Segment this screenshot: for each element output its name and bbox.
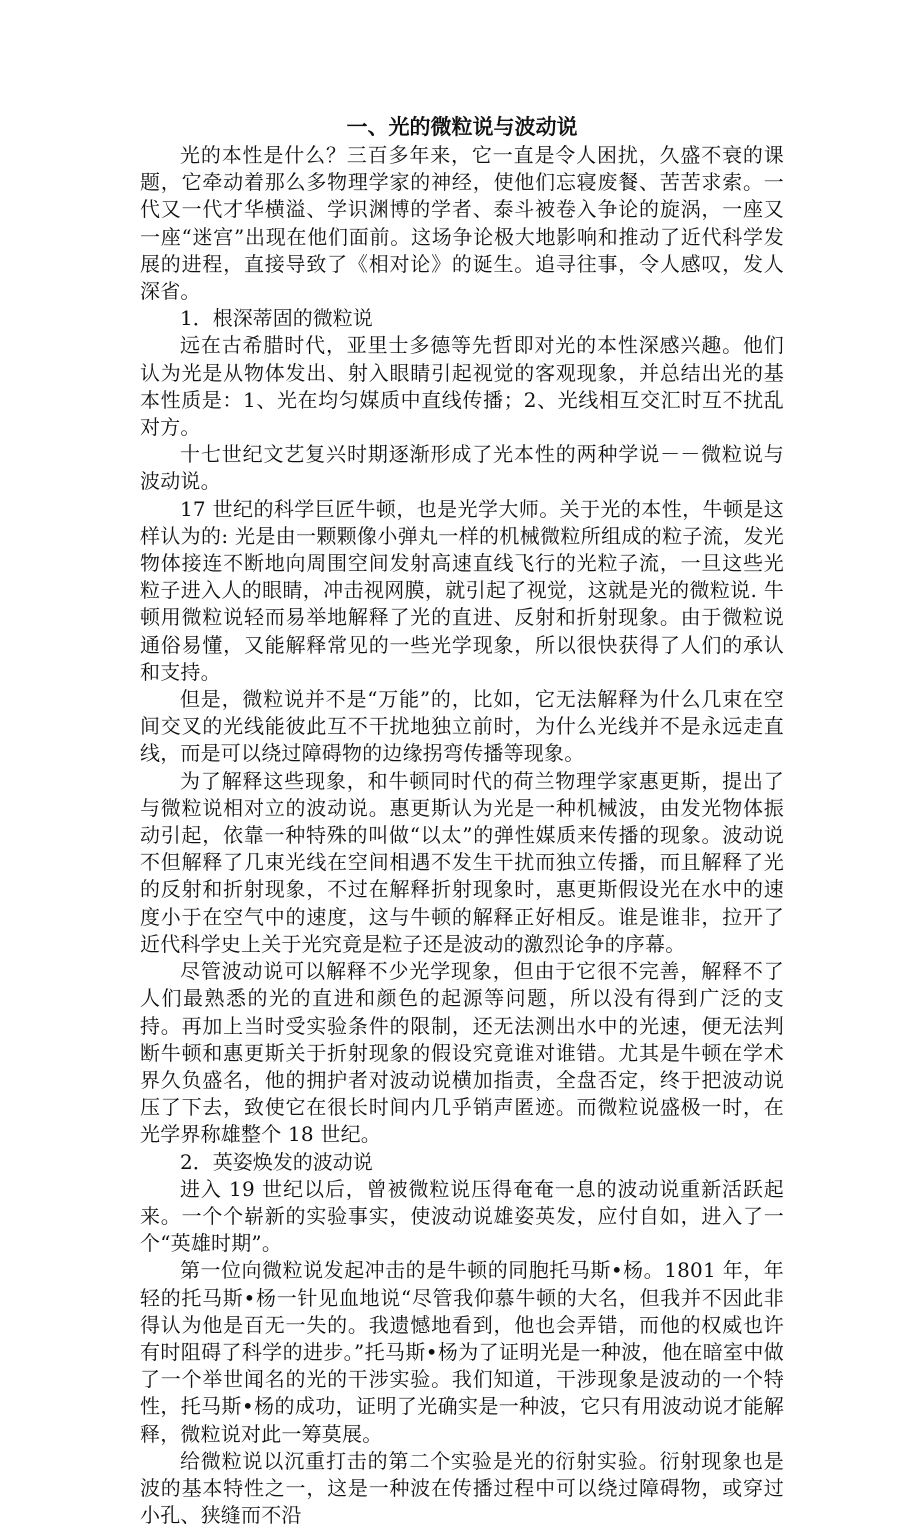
document-title: 一、光的微粒说与波动说 <box>346 114 578 139</box>
paragraph: 远在古希腊时代，亚里士多德等先哲即对光的本性深感兴趣。他们认为光是从物体发出、射入眼睛引起视觉的客观现象，并总结出光的基本性质是：1、光在均匀媒质中直线传播；2、光线相互交汇时互不扰乱对方。 <box>140 333 784 440</box>
paragraph-intro: 光的本性是什么？三百多年来，它一直是令人困扰，久盛不衰的课题，它牵动着那么多物理学家的神经，使他们忘寝废餐、苦苦求索。一代又一代才华横溢、学识渊博的学者、泰斗被卷入争论的旋涡，一座又一座“迷宫”出现在他们面前。这场争论极大地影响和推动了近代科学发展的进程，直接导致了《相对论》的诞生。追寻往事，令人感叹，发人深省。 <box>140 143 784 304</box>
document-page <box>140 112 784 1529</box>
paragraph: 17 世纪的科学巨匠牛顿，也是光学大师。关于光的本性，牛顿是这样认为的: 光是由一颗颗像小弹丸一样的机械微粒所组成的粒子流，发光物体接连不断地向周围空间发射高速直线飞行的光粒子流，一旦这些光粒子进入人的眼睛，冲击视网膜，就引起了视觉，这就是光的微粒说. 牛顿用微粒说轻而易举地解释了光的直进、反射和折射现象。由于微粒说通俗易懂，又能解释常见的一些光学现象，所以很快获得了人们的承认和支持。 <box>140 496 784 684</box>
paragraph: 尽管波动说可以解释不少光学现象，但由于它很不完善，解释不了人们最熟悉的光的直进和颜色的起源等问题，所以没有得到广泛的支持。再加上当时受实验条件的限制，还无法测出水中的光速，便无法判断牛顿和惠更斯关于折射现象的假设究竟谁对谁错。尤其是牛顿在学术界久负盛名，他的拥护者对波动说横加指责，全盘否定，终于把波动说压了下去，致使它在很长时间内几乎销声匿迹。而微粒说盛极一时，在光学界称雄整个 18 世纪。 <box>140 959 784 1147</box>
section-heading-particle-theory: 1．根深蒂固的微粒说 <box>180 306 373 331</box>
paragraph: 第一位向微粒说发起冲击的是牛顿的同胞托马斯•杨。1801 年，年轻的托马斯•杨一针见血地说“尽管我仰慕牛顿的大名，但我并不因此非得认为他是百无一失的。我遗憾地看到，他也会弄错，而他的权威也许有时阻碍了科学的进步。”托马斯•杨为了证明光是一种波，他在暗室中做了一个举世闻名的光的干涉实验。我们知道，干涉现象是波动的一个特性，托马斯•杨的成功，证明了光确实是一种波，它只有用波动说才能解释，微粒说对此一筹莫展。 <box>140 1258 784 1446</box>
paragraph: 为了解释这些现象，和牛顿同时代的荷兰物理学家惠更斯，提出了与微粒说相对立的波动说。惠更斯认为光是一种机械波，由发光物体振动引起，依靠一种特殊的叫做“以太”的弹性媒质来传播的现象。波动说不但解释了几束光线在空间相遇不发生干扰而独立传播，而且解释了光的反射和折射现象，不过在解释折射现象时，惠更斯假设光在水中的速度小于在空气中的速度，这与牛顿的解释正好相反。谁是谁非，拉开了近代科学史上关于光究竟是粒子还是波动的激烈论争的序幕。 <box>140 768 784 956</box>
section-heading-wave-theory: 2．英姿焕发的波动说 <box>180 1149 373 1174</box>
paragraph: 但是，微粒说并不是“万能”的，比如，它无法解释为什么几束在空间交叉的光线能彼此互不干扰地独立前时，为什么光线并不是永远走直线，而是可以绕过障碍物的边缘拐弯传播等现象。 <box>140 687 784 766</box>
paragraph: 进入 19 世纪以后，曾被微粒说压得奄奄一息的波动说重新活跃起来。一个个崭新的实验事实，使波动说雄姿英发，应付自如，进入了一个“英雄时期”。 <box>140 1176 784 1256</box>
paragraph: 给微粒说以沉重打击的第二个实验是光的衍射实验。衍射现象也是波的基本特性之一，这是一种波在传播过程中可以绕过障碍物，或穿过小孔、狭缝而不沿 <box>140 1448 784 1528</box>
paragraph: 十七世纪文艺复兴时期逐渐形成了光本性的两种学说－－微粒说与波动说。 <box>140 442 784 494</box>
